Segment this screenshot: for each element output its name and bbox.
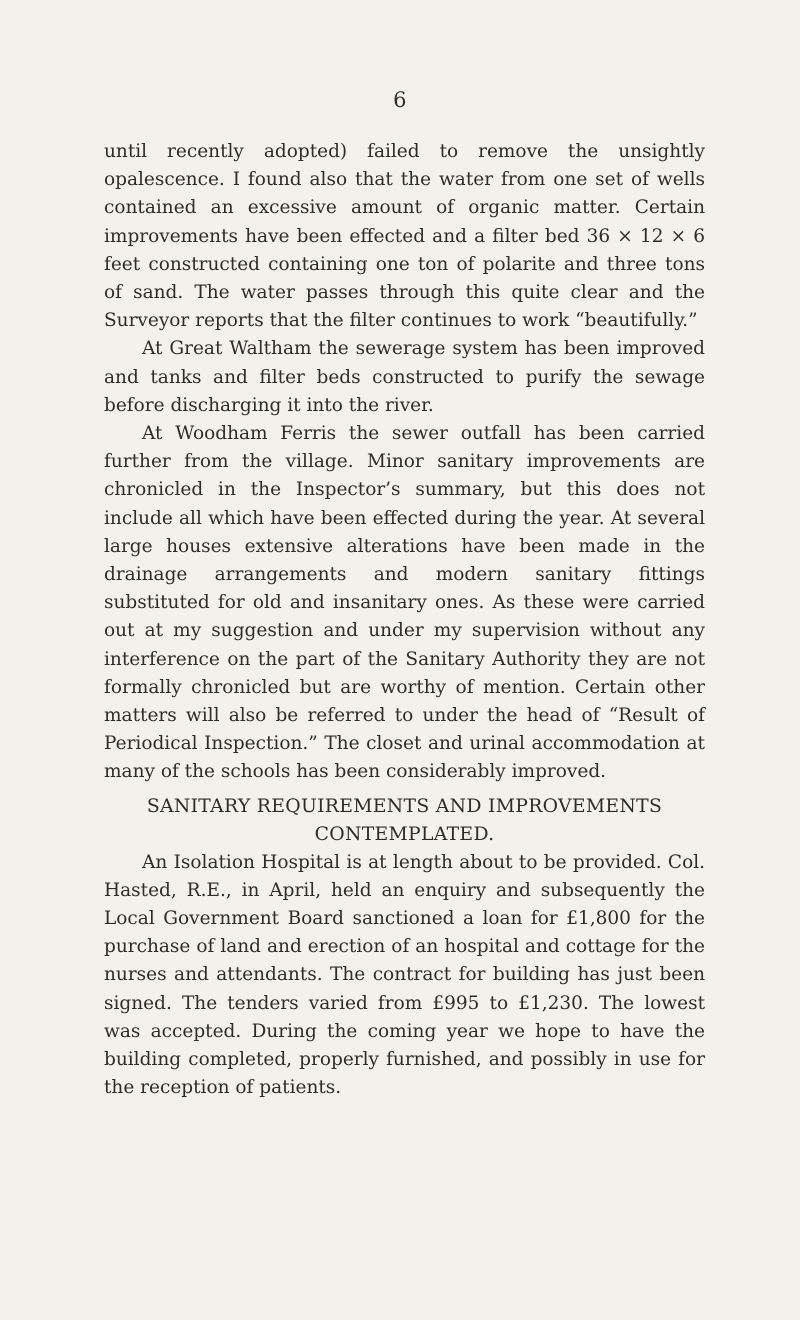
- body-text: [104, 138, 705, 1103]
- section-heading-line-1: SANITARY REQUIREMENTS AND IMPROVEMENTS: [146, 795, 663, 817]
- section-heading-line-2: CONTEMPLATED.: [314, 823, 495, 845]
- section-heading: [104, 793, 705, 849]
- paragraph-woodham-ferris: At Woodham Ferris the sewer outfall has been carried further from the village. Minor sanitary improvements are chronicled in the Inspector’s summary, but this does not include all which have been effected during the year. At several large houses extensive alterations have been made in the drainage arrangements and modern sanitary fittings substituted for old and insanitary ones. As these were carried out at my suggestion and under my supervision without any interference on the part of the Sanitary Authority they are not formally chronicled but are worthy of mention. Certain other matters will also be referred to under the head of “Result of Periodical Inspection.” The closet and urinal accommodation at many of the schools has been considerably improved.: [104, 423, 705, 783]
- paragraph-great-waltham: At Great Waltham the sewerage system has been improved and tanks and filter beds constructed to purify the sewage before discharging it into the river.: [104, 338, 705, 416]
- paragraph-water-filter: until recently adopted) failed to remove the unsightly opalescence. I found also that the water from one set of wells contained an excessive amount of organic matter. Certain improvements have been effected and a filter bed 36 × 12 × 6 feet constructed containing one ton of polarite and three tons of sand. The water passes through this quite clear and the Surveyor reports that the filter continues to work “beautifully.”: [104, 141, 705, 332]
- page-number: 6: [393, 88, 407, 112]
- paragraph-isolation-hospital: An Isolation Hospital is at length about to be provided. Col. Hasted, R.E., in April, held an enquiry and subsequently the Local Government Board sanctioned a loan for £1,800 for the purchase of land and erection of an hospital and cottage for the nurses and attendants. The contract for building has just been signed. The tenders varied from £995 to £1,230. The lowest was accepted. During the coming year we hope to have the building completed, properly furnished, and possibly in use for the reception of patients.: [104, 851, 705, 1099]
